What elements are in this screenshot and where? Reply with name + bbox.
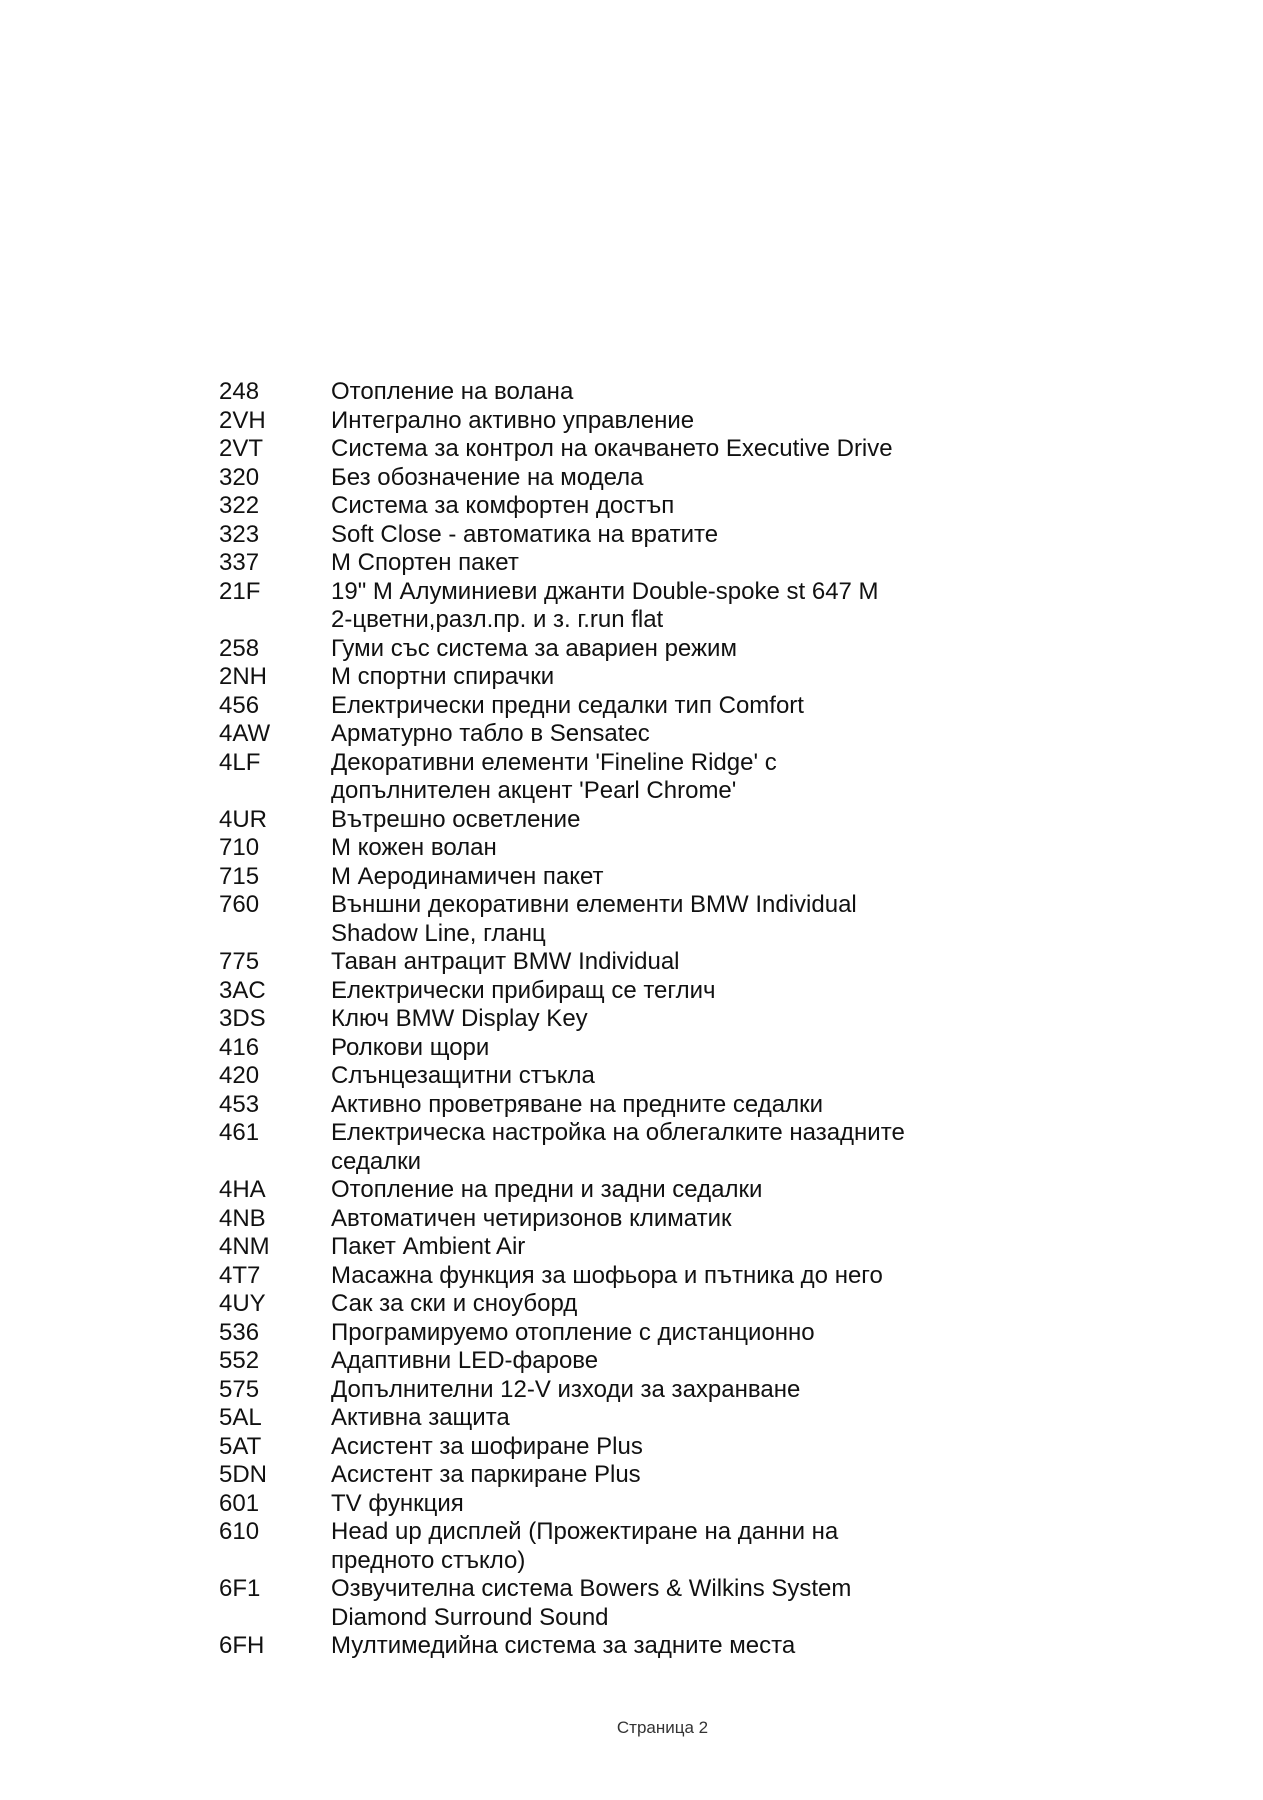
option-code: 5AT xyxy=(219,1432,262,1460)
option-code: 258 xyxy=(219,634,260,662)
option-row xyxy=(219,806,939,835)
option-row xyxy=(219,635,939,664)
option-row xyxy=(219,834,939,863)
option-description: Вътрешно осветление xyxy=(331,805,581,833)
option-description: Асистент за паркиране Plus xyxy=(331,1461,641,1488)
option-row xyxy=(219,1490,939,1519)
option-row xyxy=(219,1205,939,1234)
option-code: 710 xyxy=(219,834,260,861)
option-code: 337 xyxy=(219,549,260,576)
option-row xyxy=(219,1575,939,1632)
option-code: 760 xyxy=(219,891,260,918)
option-row xyxy=(219,1632,939,1661)
option-row xyxy=(219,549,939,578)
option-code: 575 xyxy=(219,1375,260,1403)
option-description: Гуми със система за авариен режим xyxy=(331,634,737,662)
option-description: Програмируемо отопление с дистанционно xyxy=(331,1318,815,1346)
option-description: Отопление на волана xyxy=(331,378,574,405)
option-code: 4T7 xyxy=(219,1261,261,1289)
option-description: Масажна функция за шофьора и пътника до него xyxy=(331,1261,883,1289)
option-row xyxy=(219,1319,939,1348)
option-code: 6F1 xyxy=(219,1575,261,1602)
option-description: Електрическа настройка на облегалките назадните седалки xyxy=(331,1119,905,1175)
option-code: 248 xyxy=(219,378,260,405)
option-row xyxy=(219,948,939,977)
option-code: 2VT xyxy=(219,435,264,462)
option-code: 536 xyxy=(219,1318,260,1346)
option-code: 416 xyxy=(219,1033,260,1061)
option-code: 3AC xyxy=(219,976,266,1004)
option-row xyxy=(219,692,939,721)
option-code: 3DS xyxy=(219,1005,266,1032)
option-row xyxy=(219,1176,939,1205)
option-code: 320 xyxy=(219,463,260,491)
option-description: Ролкови щори xyxy=(331,1033,490,1061)
option-description: Система за контрол на окачването Executive Drive xyxy=(331,435,893,462)
option-row xyxy=(219,1290,939,1319)
option-description: Автоматичен четиризонов климатик xyxy=(331,1204,732,1232)
option-row xyxy=(219,863,939,892)
option-code: 461 xyxy=(219,1119,260,1146)
option-description: Декоративни елементи 'Fineline Ridge' с допълнителен акцент 'Pearl Chrome' xyxy=(331,748,777,804)
option-code: 4UY xyxy=(219,1290,266,1317)
option-row xyxy=(219,1433,939,1462)
option-row xyxy=(219,891,939,948)
option-description: Електрически предни седалки тип Comfort xyxy=(331,691,804,719)
option-description: Ключ BMW Display Key xyxy=(331,1005,588,1032)
option-description: Сак за ски и сноуборд xyxy=(331,1290,578,1317)
option-description: Арматурно табло в Sensatec xyxy=(331,720,650,747)
page-number: Страница 2 xyxy=(616,1718,709,1737)
option-description: 19" M Алуминиеви джанти Double-spoke st 647 M 2-цветни,разл.пр. и з. г.run flat xyxy=(331,577,879,633)
option-description: Адаптивни LED-фарове xyxy=(331,1347,599,1374)
option-description: M Спортен пакет xyxy=(331,549,519,576)
option-code: 552 xyxy=(219,1347,260,1374)
option-row xyxy=(219,1262,939,1291)
option-row xyxy=(219,578,939,635)
option-row xyxy=(219,1005,939,1034)
option-code: 610 xyxy=(219,1518,260,1545)
option-description: Активна защита xyxy=(331,1404,510,1431)
option-description: Таван антрацит BMW Individual xyxy=(331,948,680,975)
option-row xyxy=(219,1461,939,1490)
option-row xyxy=(219,720,939,749)
option-code: 453 xyxy=(219,1090,260,1118)
option-description: TV функция xyxy=(331,1489,464,1517)
option-code: 4HA xyxy=(219,1176,266,1203)
option-row xyxy=(219,663,939,692)
option-code: 2VH xyxy=(219,406,266,434)
option-description: Слънцезащитни стъкла xyxy=(331,1062,595,1089)
option-code: 5AL xyxy=(219,1404,262,1431)
option-code: 420 xyxy=(219,1062,260,1089)
option-description: Допълнителни 12-V изходи за захранване xyxy=(331,1375,801,1403)
option-description: M кожен волан xyxy=(331,834,497,861)
option-row xyxy=(219,1062,939,1091)
equipment-options-list xyxy=(219,378,939,1661)
option-description: Пакет Ambient Air xyxy=(331,1233,526,1260)
option-row xyxy=(219,749,939,806)
option-row xyxy=(219,1091,939,1120)
option-description: Интегрално активно управление xyxy=(331,406,695,434)
option-description: Head up дисплей (Прожектиране на данни на предното стъкло) xyxy=(331,1518,839,1574)
option-row xyxy=(219,492,939,521)
option-code: 775 xyxy=(219,948,260,975)
option-code: 322 xyxy=(219,492,260,519)
option-row xyxy=(219,464,939,493)
option-code: 456 xyxy=(219,691,260,719)
option-description: Отопление на предни и задни седалки xyxy=(331,1176,763,1203)
option-row xyxy=(219,1233,939,1262)
option-description: Асистент за шофиране Plus xyxy=(331,1432,643,1460)
option-code: 601 xyxy=(219,1489,260,1517)
option-row xyxy=(219,1119,939,1176)
option-description: Електрически прибиращ се теглич xyxy=(331,976,716,1004)
option-row xyxy=(219,977,939,1006)
option-description: Система за комфортен достъп xyxy=(331,492,675,519)
option-row xyxy=(219,435,939,464)
option-code: 5DN xyxy=(219,1461,268,1488)
option-row xyxy=(219,1404,939,1433)
option-code: 21F xyxy=(219,577,261,605)
option-description: Soft Close - автоматика на вратите xyxy=(331,520,719,548)
option-row xyxy=(219,407,939,436)
option-code: 4NB xyxy=(219,1204,266,1232)
option-code: 715 xyxy=(219,862,260,890)
option-description: M спортни спирачки xyxy=(331,663,555,690)
option-code: 323 xyxy=(219,520,260,548)
option-code: 4NM xyxy=(219,1233,270,1260)
option-row xyxy=(219,521,939,550)
option-description: Мултимедийна система за задните места xyxy=(331,1632,796,1659)
option-row xyxy=(219,1347,939,1376)
option-code: 4AW xyxy=(219,720,271,747)
option-description: Без обозначение на модела xyxy=(331,463,644,491)
option-code: 2NH xyxy=(219,663,268,690)
option-code: 4UR xyxy=(219,805,268,833)
option-code: 4LF xyxy=(219,748,261,776)
option-description: M Аеродинамичен пакет xyxy=(331,862,604,890)
option-description: Озвучителна система Bowers & Wilkins System Diamond Surround Sound xyxy=(331,1575,852,1631)
option-row xyxy=(219,1034,939,1063)
option-description: Активно проветряване на предните седалки xyxy=(331,1090,823,1118)
option-row xyxy=(219,1376,939,1405)
option-description: Външни декоративни елементи BMW Individual Shadow Line, гланц xyxy=(331,891,857,947)
option-code: 6FH xyxy=(219,1632,265,1659)
option-row xyxy=(219,1518,939,1575)
option-row xyxy=(219,378,939,407)
